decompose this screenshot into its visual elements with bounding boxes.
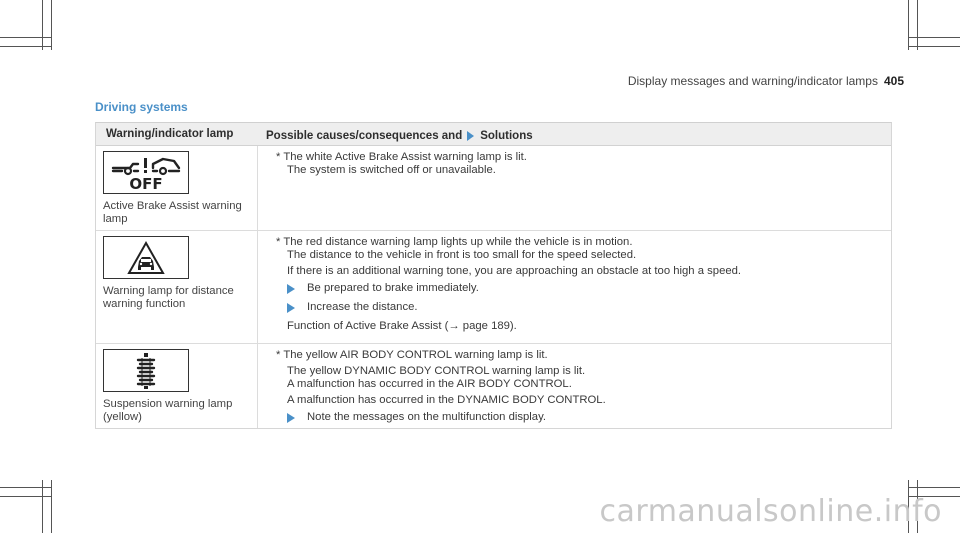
cause-text: If there is an additional warning tone, you are approaching an obstacle at too high a speed.: [287, 265, 742, 277]
lamp-label-line: (yellow): [103, 411, 142, 423]
cause-text: * The yellow AIR BODY CONTROL warning lamp is lit.: [276, 349, 548, 361]
lamp-label: [103, 200, 257, 226]
column-header-causes-text: Possible causes/consequences and: [266, 130, 463, 142]
causes-cell: [258, 344, 891, 428]
lamp-label-line: lamp: [103, 213, 128, 225]
solution-step: [276, 301, 883, 314]
lamp-label: [103, 285, 257, 311]
arrow-icon: [287, 413, 295, 423]
cause-text: The distance to the vehicle in front is too small for the speed selected.: [287, 249, 637, 261]
arrow-icon: [287, 284, 295, 294]
arrow-icon: [467, 131, 474, 141]
cause-text: The system is switched off or unavailable.: [287, 164, 496, 176]
table-header: [96, 123, 891, 146]
suspension-icon: [103, 349, 189, 392]
running-header-text: Display messages and warning/indicator lamps: [627, 74, 878, 88]
lamp-label-line: Active Brake Assist warning: [103, 200, 242, 212]
table-row: [96, 146, 891, 231]
causes-cell: [258, 231, 891, 343]
watermark: carmanualsonline.info: [599, 494, 942, 529]
solution-text: Note the messages on the multifunction display.: [307, 411, 547, 423]
cause-text: * The red distance warning lamp lights up while the vehicle is in motion.: [276, 236, 633, 248]
lamp-label-line: Suspension warning lamp: [103, 398, 233, 410]
off-text: OFF: [129, 174, 163, 191]
column-header-lamp: Warning/indicator lamp: [106, 128, 234, 140]
warning-lamp-table: [95, 122, 892, 429]
solution-text: Be prepared to brake immediately.: [307, 282, 479, 294]
lamp-cell: [96, 231, 258, 343]
running-header: [628, 74, 904, 88]
solution-text: Increase the distance.: [307, 301, 418, 313]
cross-reference: Function of Active Brake Assist (→ page 189).: [287, 320, 517, 332]
lamp-label-line: warning function: [103, 298, 186, 310]
lamp-label: [103, 398, 257, 424]
cause-text: A malfunction has occurred in the DYNAMIC BODY CONTROL.: [287, 394, 606, 406]
section-title: Driving systems: [95, 100, 188, 114]
lamp-cell: [96, 344, 258, 428]
page-number: 405: [883, 74, 904, 88]
cause-text: * The white Active Brake Assist warning lamp is lit.: [276, 151, 527, 163]
lamp-cell: [96, 146, 258, 230]
column-header-solutions-text: Solutions: [480, 130, 533, 142]
column-header-causes: [258, 123, 891, 145]
solution-step: [276, 411, 883, 424]
active-brake-assist-off-icon: [103, 151, 189, 194]
cause-text: The yellow DYNAMIC BODY CONTROL warning lamp is lit.: [287, 365, 586, 377]
causes-cell: [258, 146, 891, 230]
distance-warning-icon: [103, 236, 189, 279]
lamp-label-line: Warning lamp for distance: [103, 285, 234, 297]
arrow-icon: [287, 303, 295, 313]
table-row: [96, 344, 891, 428]
cause-text: A malfunction has occurred in the AIR BODY CONTROL.: [287, 378, 572, 390]
table-row: [96, 231, 891, 344]
solution-step: [276, 282, 883, 295]
